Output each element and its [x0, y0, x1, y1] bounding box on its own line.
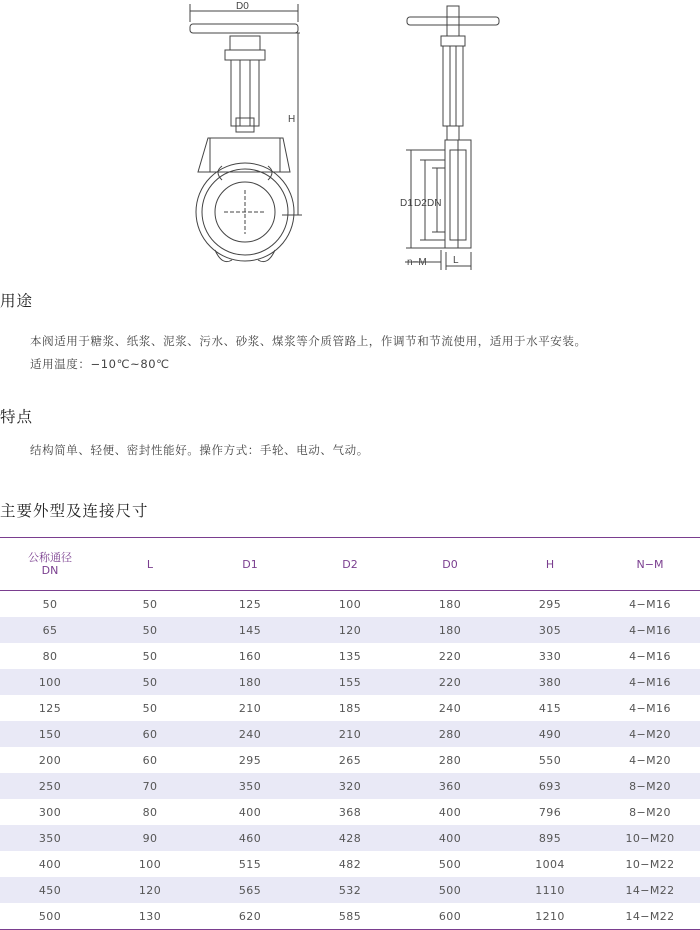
table-row — [0, 877, 700, 903]
table-cell: 400 — [38, 857, 62, 871]
table-cell: 350 — [0, 825, 100, 851]
table-cell: 60 — [142, 753, 158, 767]
table-cell: 240 — [438, 701, 462, 715]
table-cell: 70 — [100, 773, 200, 799]
table-header — [0, 538, 700, 591]
table-cell: 145 — [200, 617, 300, 643]
valve-drawing-svg — [0, 0, 700, 282]
table-cell: 1004 — [535, 857, 565, 871]
table-cell: 210 — [300, 721, 400, 747]
d1-label: D1 — [400, 198, 413, 209]
table-row — [0, 851, 700, 877]
table-cell: 240 — [200, 721, 300, 747]
d2-label: D2 — [414, 198, 427, 209]
dn-label: DN — [427, 198, 442, 209]
table-cell: 80 — [142, 805, 158, 819]
table-row — [0, 617, 700, 643]
table-cell: 10−M20 — [600, 825, 700, 851]
table-cell: 220 — [438, 649, 462, 663]
table-cell: 400 — [238, 805, 262, 819]
table-cell: 796 — [538, 805, 562, 819]
table-cell: 10−M22 — [625, 857, 675, 871]
h-label: H — [288, 114, 296, 125]
table-cell: 50 — [142, 649, 158, 663]
table-row — [0, 643, 700, 669]
column-header: D2 — [300, 538, 400, 591]
table-cell: 160 — [238, 649, 262, 663]
table-cell: 368 — [338, 805, 362, 819]
table-row — [0, 825, 700, 851]
table-row — [0, 773, 700, 799]
table-row — [0, 903, 700, 930]
table-cell: 50 — [142, 701, 158, 715]
table-cell: 482 — [338, 857, 362, 871]
table-cell: 135 — [338, 649, 362, 663]
table-cell: 500 — [0, 903, 100, 930]
column-header: N−M — [600, 538, 700, 591]
table-cell: 4−M16 — [629, 701, 671, 715]
table-cell: 180 — [200, 669, 300, 695]
table-body — [0, 591, 700, 930]
table-cell: 4−M20 — [600, 721, 700, 747]
handwheel-side — [407, 17, 499, 25]
l-label: L — [453, 255, 459, 266]
table-cell: 8−M20 — [629, 805, 671, 819]
table-cell: 100 — [138, 857, 162, 871]
table-cell: 280 — [400, 721, 500, 747]
column-header: 公称通径 DN — [0, 538, 100, 591]
valve-drawing — [0, 0, 700, 282]
table-cell: 320 — [300, 773, 400, 799]
table-cell: 490 — [500, 721, 600, 747]
table-cell: 280 — [438, 753, 462, 767]
table-cell: 80 — [42, 649, 58, 663]
table-cell: 130 — [100, 903, 200, 930]
usage-line-2: 适用温度：−10℃~80℃ — [30, 357, 170, 371]
table-cell: 200 — [38, 753, 62, 767]
table-row — [0, 747, 700, 773]
table-cell: 460 — [200, 825, 300, 851]
table-cell: 428 — [300, 825, 400, 851]
table-cell: 450 — [0, 877, 100, 903]
table-cell: 400 — [438, 805, 462, 819]
table-cell: 600 — [400, 903, 500, 930]
table-cell: 8−M20 — [600, 773, 700, 799]
nm-label: n−M — [407, 257, 427, 268]
table-cell: 585 — [300, 903, 400, 930]
usage-line-1: 本阀适用于糖浆、纸浆、泥浆、污水、砂浆、煤浆等介质管路上，作调节和节流使用，适用于水平安装。 — [30, 334, 587, 348]
table-cell: 400 — [400, 825, 500, 851]
table-cell: 185 — [338, 701, 362, 715]
table-cell: 305 — [500, 617, 600, 643]
table-cell: 50 — [100, 617, 200, 643]
table-cell: 1210 — [500, 903, 600, 930]
table-cell: 295 — [238, 753, 262, 767]
table-cell: 265 — [338, 753, 362, 767]
table-cell: 180 — [438, 597, 462, 611]
table-cell: 532 — [300, 877, 400, 903]
table-cell: 300 — [38, 805, 62, 819]
handwheel-front — [190, 24, 298, 33]
table-cell: 250 — [0, 773, 100, 799]
table-row — [0, 591, 700, 618]
table-title: 主要外型及连接尺寸 — [0, 502, 149, 520]
table-cell: 60 — [100, 721, 200, 747]
table-cell: 14−M22 — [600, 877, 700, 903]
table-cell: 500 — [438, 857, 462, 871]
table-row — [0, 695, 700, 721]
table-row — [0, 669, 700, 695]
table-cell: 14−M22 — [600, 903, 700, 930]
table-cell: 180 — [400, 617, 500, 643]
column-header: D1 — [200, 538, 300, 591]
table-cell: 515 — [238, 857, 262, 871]
table-cell: 620 — [200, 903, 300, 930]
table-cell: 155 — [300, 669, 400, 695]
table-cell: 50 — [42, 597, 58, 611]
table-row — [0, 721, 700, 747]
column-header: L — [100, 538, 200, 591]
features-title: 特点 — [0, 408, 34, 426]
table-cell: 360 — [400, 773, 500, 799]
table-cell: 50 — [100, 669, 200, 695]
table-cell: 120 — [300, 617, 400, 643]
table-cell: 4−M16 — [600, 617, 700, 643]
table-cell: 100 — [0, 669, 100, 695]
table-cell: 210 — [238, 701, 262, 715]
table-cell: 125 — [38, 701, 62, 715]
table-cell: 120 — [100, 877, 200, 903]
table-cell: 125 — [238, 597, 262, 611]
usage-title: 用途 — [0, 292, 34, 310]
table-cell: 220 — [400, 669, 500, 695]
table-cell: 895 — [500, 825, 600, 851]
table-cell: 550 — [538, 753, 562, 767]
table-cell: 380 — [500, 669, 600, 695]
column-header: D0 — [400, 538, 500, 591]
table-cell: 565 — [200, 877, 300, 903]
table-cell: 330 — [538, 649, 562, 663]
table-cell: 100 — [338, 597, 362, 611]
table-cell: 693 — [500, 773, 600, 799]
table-cell: 350 — [200, 773, 300, 799]
table-cell: 65 — [0, 617, 100, 643]
table-cell: 4−M16 — [629, 597, 671, 611]
table-cell: 4−M20 — [629, 753, 671, 767]
features-line-1: 结构简单、轻便、密封性能好。操作方式：手轮、电动、气动。 — [30, 443, 369, 457]
table-cell: 150 — [0, 721, 100, 747]
table-cell: 1110 — [500, 877, 600, 903]
table-cell: 500 — [400, 877, 500, 903]
table-cell: 4−M16 — [629, 649, 671, 663]
dimensions-table — [0, 537, 700, 930]
table-row — [0, 799, 700, 825]
table-cell: 90 — [100, 825, 200, 851]
column-header: H — [500, 538, 600, 591]
d0-label: D0 — [236, 1, 249, 12]
table-cell: 50 — [142, 597, 158, 611]
table-cell: 415 — [538, 701, 562, 715]
table-cell: 4−M16 — [600, 669, 700, 695]
table-cell: 295 — [538, 597, 562, 611]
